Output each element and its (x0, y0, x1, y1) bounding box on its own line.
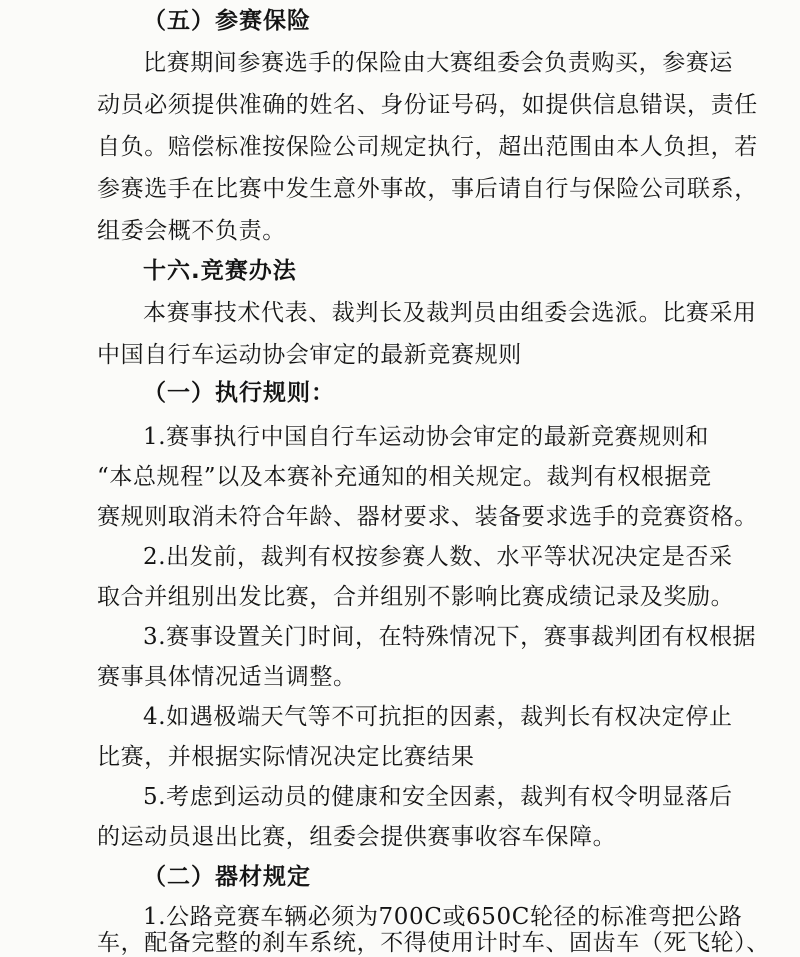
paragraph-line: 比赛期间参赛选手的保险由大赛组委会负责购买，参赛运 (143, 50, 733, 76)
section-heading-insurance: （五）参赛保险 (143, 8, 311, 34)
paragraph-line: 1.赛事执行中国自行车运动协会审定的最新竞赛规则和 (143, 424, 709, 450)
section-heading-competition-methods: 十六.竞赛办法 (143, 258, 297, 284)
section-heading-execution-rules: （一）执行规则： (143, 380, 335, 406)
paragraph-line: 动员必须提供准确的姓名、身份证号码，如提供信息错误，责任 (97, 92, 758, 118)
paragraph-line: 2.出发前，裁判有权按参赛人数、水平等状况决定是否采 (143, 544, 733, 570)
paragraph-line: 中国自行车运动协会审定的最新竞赛规则 (97, 342, 522, 368)
paragraph-line: “本总规程”以及本赛补充通知的相关规定。裁判有权根据竞 (97, 464, 712, 490)
paragraph-line: 自负。赔偿标准按保险公司规定执行，超出范围由本人负担，若 (97, 134, 758, 160)
paragraph-line: 车，配备完整的刹车系统，不得使用计时车、固齿车（死飞轮）、 (97, 930, 770, 956)
paragraph-line: 1.公路竞赛车辆必须为700C或650C轮径的标准弯把公路 (143, 904, 743, 930)
paragraph-line: 5.考虑到运动员的健康和安全因素，裁判有权令明显落后 (143, 784, 733, 810)
paragraph-line: 的运动员退出比赛，组委会提供赛事收容车保障。 (97, 824, 617, 850)
paragraph-line: 参赛选手在比赛中发生意外事故，事后请自行与保险公司联系， (97, 176, 758, 202)
paragraph-line: 4.如遇极端天气等不可抗拒的因素，裁判长有权决定停止 (143, 704, 733, 730)
paragraph-line: 3.赛事设置关门时间，在特殊情况下，赛事裁判团有权根据 (143, 624, 757, 650)
paragraph-line: 组委会概不负责。 (97, 218, 286, 244)
paragraph-line: 取合并组别出发比赛，合并组别不影响比赛成绩记录及奖励。 (97, 584, 735, 610)
paragraph-line: 赛规则取消未符合年龄、器材要求、装备要求选手的竞赛资格。 (97, 504, 758, 530)
paragraph-line: 本赛事技术代表、裁判长及裁判员由组委会选派。比赛采用 (143, 300, 757, 326)
paragraph-line: 赛事具体情况适当调整。 (97, 664, 357, 690)
paragraph-line: 比赛，并根据实际情况决定比赛结果 (97, 744, 475, 770)
section-heading-equipment-rules: （二）器材规定 (143, 864, 311, 890)
